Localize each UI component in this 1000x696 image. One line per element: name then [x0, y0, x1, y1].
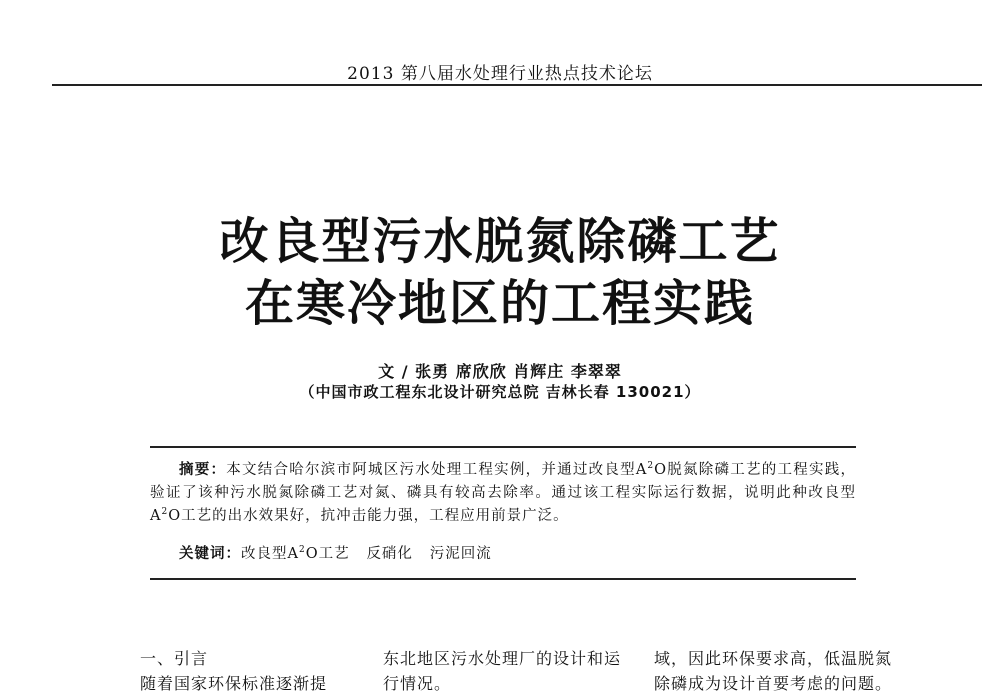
- abstract-text-1: 本文结合哈尔滨市阿城区污水处理工程实例，并通过改良型A: [226, 462, 648, 478]
- keywords-label: 关键词：: [179, 546, 241, 562]
- keyword-3: 污泥回流: [429, 546, 492, 562]
- abstract-label: 摘要：: [179, 462, 227, 478]
- keyword-1-a: 改良型A: [241, 546, 299, 562]
- authors: 文 / 张勇 席欣欣 肖辉庄 李翠翠: [378, 362, 622, 381]
- abstract-sup-1: 2: [647, 461, 655, 472]
- abstract-sup-2: 2: [161, 507, 169, 518]
- body-text-line: 除磷成为设计首要考虑的问题。: [654, 674, 893, 693]
- keywords: [150, 543, 856, 566]
- body-column-1: [140, 646, 362, 696]
- abstract: [150, 459, 856, 528]
- body-text-line: 东北地区污水处理厂的设计和运: [383, 649, 622, 668]
- keyword-1: [241, 546, 350, 562]
- running-header: 2013 第八届水处理行业热点技术论坛: [347, 64, 653, 84]
- abstract-text-3: O工艺的出水效果好，抗冲击能力强，工程应用前景广泛。: [168, 508, 569, 524]
- affiliation: （中国市政工程东北设计研究总院 吉林长春 130021）: [299, 383, 701, 401]
- keyword-1-b: O工艺: [305, 546, 350, 562]
- keyword-1-sup: 2: [298, 545, 306, 556]
- paper-title-line-2: 在寒冷地区的工程实践: [244, 274, 755, 332]
- abstract-text-2: O脱氮除磷工艺的工程实践，验证了该种污水脱氮除磷工艺对氮、磷具有较高去除率。通过该工程实际运行数据，说明此种改良型A: [150, 462, 856, 524]
- keyword-2: 反硝化: [366, 546, 413, 562]
- body-column-2: [383, 646, 633, 696]
- header-rule: [52, 84, 982, 86]
- body-text-line: 随着国家环保标准逐渐提: [140, 674, 328, 693]
- abstract-top-rule: [150, 446, 856, 448]
- body-text-line: 域，因此环保要求高，低温脱氮: [654, 649, 893, 668]
- paper-title-line-1: 改良型污水脱氮除磷工艺: [219, 212, 781, 270]
- body-column-3: [654, 646, 924, 696]
- abstract-bottom-rule: [150, 578, 856, 580]
- body-text-line: 行情况。: [383, 674, 452, 693]
- section-heading-intro: 一、引言: [140, 649, 209, 668]
